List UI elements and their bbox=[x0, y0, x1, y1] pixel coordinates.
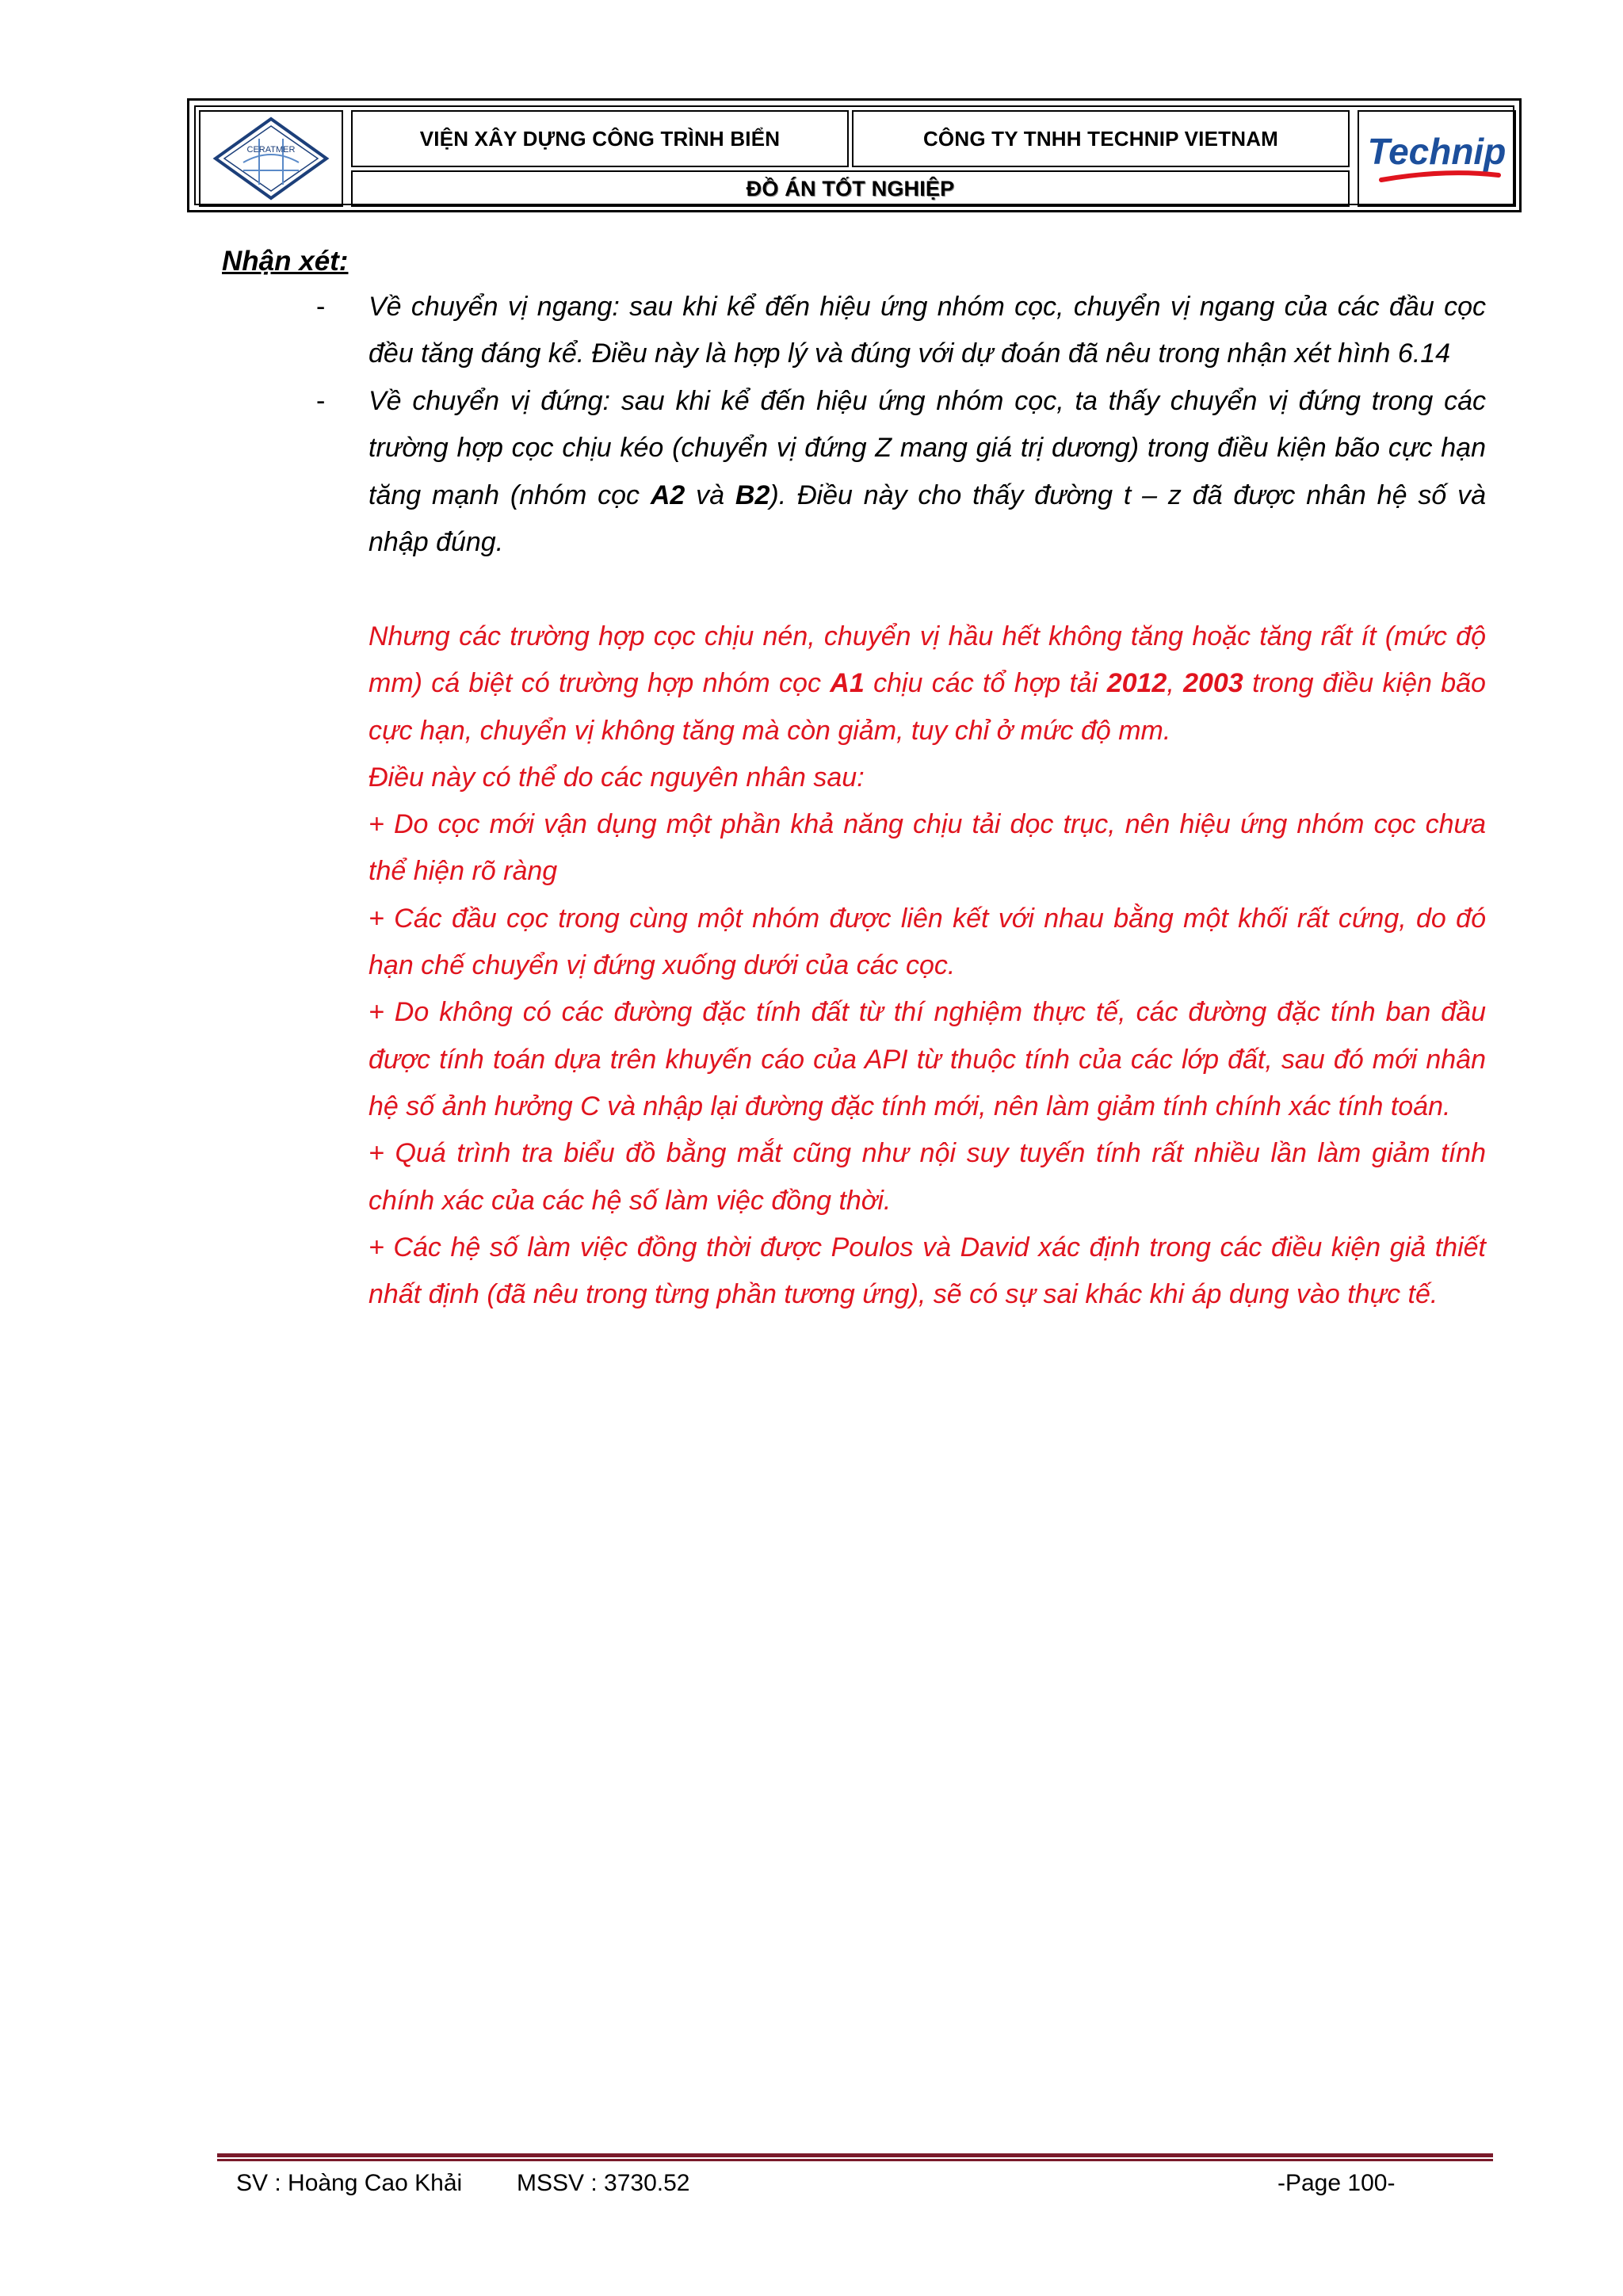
footer-rule bbox=[217, 2153, 1493, 2157]
paragraph-line: trường hợp cọc chịu kéo (chuyển vị đứng Z mang giá trị dương) trong điều kiện bão cực hạn bbox=[369, 433, 1486, 464]
compression-pile-remark bbox=[369, 613, 1486, 1318]
svg-text:CERATMER: CERATMER bbox=[246, 145, 296, 155]
ceratmer-logo bbox=[199, 110, 343, 207]
paragraph-line: đều tăng đáng kể. Điều này là hợp lý và đúng với dự đoán đã nêu trong nhận xét hình 6.14 bbox=[369, 338, 1451, 369]
reason-line: được tính toán dựa trên khuyến cáo của API từ thuộc tính của các lớp đất, sau đó mới nhân bbox=[369, 1044, 1486, 1075]
reason-line: thể hiện rõ ràng bbox=[369, 856, 558, 887]
footer-rule bbox=[217, 2159, 1493, 2161]
load-combination: 2003 bbox=[1183, 668, 1243, 699]
paragraph-line: cực hạn, chuyển vị không tăng mà còn giảm, tuy chỉ ở mức độ mm. bbox=[369, 715, 1171, 746]
student-name: SV : Hoàng Cao Khải bbox=[236, 2170, 463, 2196]
reason-line: + Do không có các đường đặc tính đất từ thí nghiệm thực tế, các đường đặc tính ban đầu bbox=[369, 997, 1486, 1028]
section-title: Nhận xét: bbox=[222, 246, 349, 277]
paragraph-line: Về chuyển vị ngang: sau khi kể đến hiệu ứng nhóm cọc, chuyển vị ngang của các đầu cọc bbox=[369, 292, 1486, 322]
horizontal-displacement-remark bbox=[369, 284, 1486, 378]
company-name-cell bbox=[852, 110, 1350, 167]
student-id: MSSV : 3730.52 bbox=[517, 2170, 690, 2196]
technip-logo-graphic bbox=[1365, 123, 1508, 194]
paragraph-line: Về chuyển vị đứng: sau khi kể đến hiệu ứng nhóm cọc, ta thấy chuyển vị đứng trong các bbox=[369, 386, 1486, 416]
reason-line: + Do cọc mới vận dụng một phần khả năng chịu tải dọc trục, nên hiệu ứng nhóm cọc chưa bbox=[369, 809, 1486, 840]
vertical-displacement-remark bbox=[369, 378, 1486, 566]
paragraph-line: mm) cá biệt có trường hợp nhóm cọc A1 chịu các tổ hợp tải 2012, 2003 trong điều kiện bão bbox=[369, 668, 1486, 699]
paragraph-line: tăng mạnh (nhóm cọc A2 và B2). Điều này cho thấy đường t – z đã được nhân hệ số và bbox=[369, 479, 1486, 510]
ceratmer-logo-graphic bbox=[212, 115, 330, 202]
pile-group-label: A1 bbox=[830, 668, 865, 699]
paragraph-line: nhập đúng. bbox=[369, 526, 504, 557]
document-type-cell bbox=[351, 170, 1350, 207]
paragraph-line: Nhưng các trường hợp cọc chịu nén, chuyển vị hầu hết không tăng hoặc tăng rất ít (mức độ bbox=[369, 621, 1486, 651]
company-name: CÔNG TY TNHH TECHNIP VIETNAM bbox=[922, 126, 1279, 151]
page-number: -Page 100- bbox=[1277, 2170, 1396, 2196]
institute-name-cell bbox=[351, 110, 849, 167]
load-combination: 2012 bbox=[1106, 668, 1167, 699]
reason-line: nhất định (đã nêu trong từng phần tương ứng), sẽ có sự sai khác khi áp dụng vào thực tế. bbox=[369, 1279, 1438, 1310]
paragraph-line: Điều này có thể do các nguyên nhân sau: bbox=[369, 762, 865, 793]
reason-line: chính xác của các hệ số làm việc đồng thời. bbox=[369, 1185, 892, 1216]
reason-line: hạn chế chuyển vị đứng xuống dưới của các cọc. bbox=[369, 950, 956, 981]
pile-group-label: B2 bbox=[735, 479, 770, 510]
bullet-marker: - bbox=[316, 386, 326, 416]
reason-line: + Các hệ số làm việc đồng thời được Poulos và David xác định trong các điều kiện giả thiết bbox=[369, 1232, 1486, 1263]
institute-name: VIỆN XÂY DỰNG CÔNG TRÌNH BIỂN bbox=[419, 126, 781, 151]
reason-line: + Quá trình tra biểu đồ bằng mắt cũng như nội suy tuyến tính rất nhiều lần làm giảm tính bbox=[369, 1138, 1486, 1169]
technip-logo bbox=[1358, 110, 1516, 207]
reason-line: hệ số ảnh hưởng C và nhập lại đường đặc tính mới, nên làm giảm tính chính xác tính toán. bbox=[369, 1091, 1451, 1121]
header-frame bbox=[194, 105, 1514, 205]
bullet-marker: - bbox=[316, 292, 326, 322]
page-header bbox=[187, 98, 1522, 212]
reason-line: + Các đầu cọc trong cùng một nhóm được liên kết với nhau bằng một khối rất cứng, do đó bbox=[369, 903, 1486, 934]
document-type: ĐỒ ÁN TỐT NGHIỆP bbox=[746, 176, 955, 201]
pile-group-label: A2 bbox=[650, 479, 685, 510]
svg-text:Technip: Technip bbox=[1367, 131, 1507, 172]
